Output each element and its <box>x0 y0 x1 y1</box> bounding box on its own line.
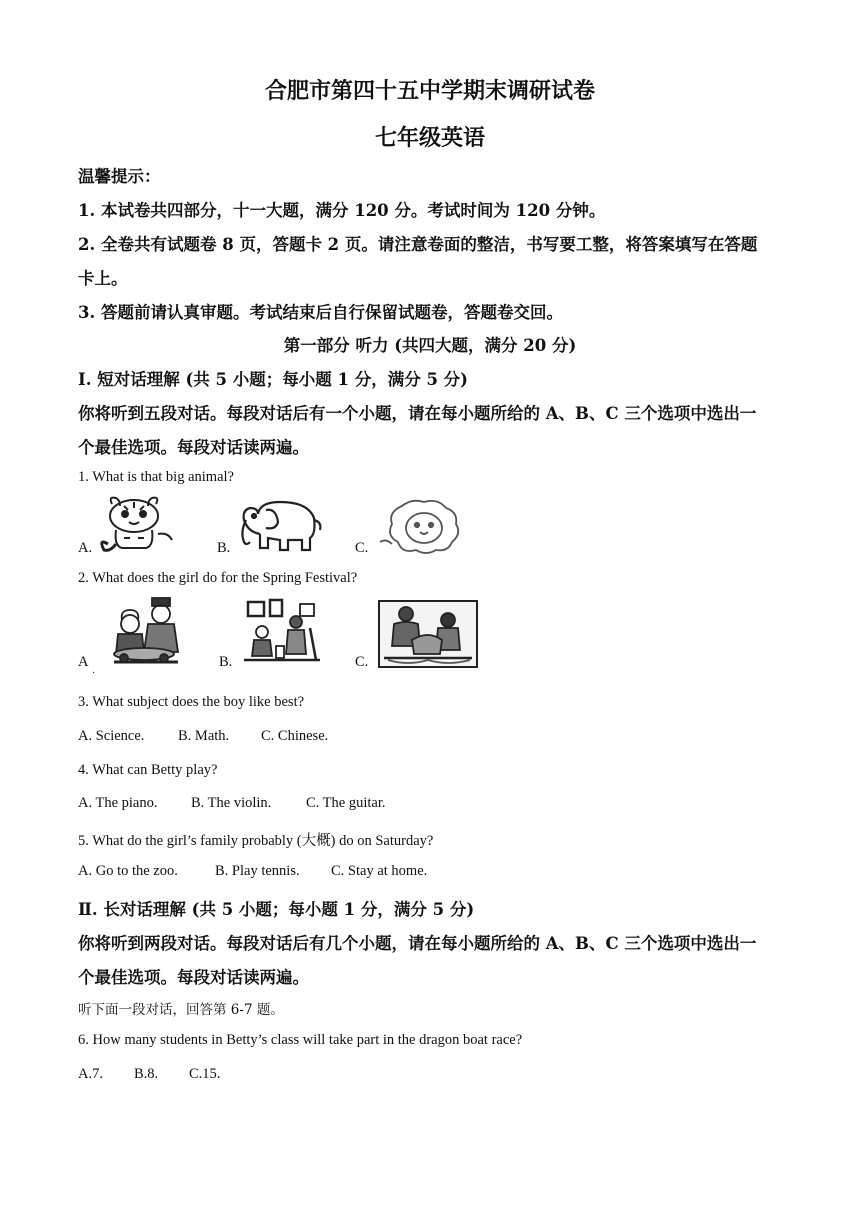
q2-option-a-label: A <box>78 654 89 670</box>
q6-option-c: C.15. <box>189 1066 221 1082</box>
q3-option-c: C. Chinese. <box>261 728 329 744</box>
q5-option-c: C. Stay at home. <box>331 863 428 879</box>
question-1: 1. What is that big animal? <box>78 469 234 485</box>
q4-option-a: A. The piano. <box>78 795 158 811</box>
tip-line-3: 3. 答题前请认真审题。考试结束后自行保留试题卷，答题卷交回。 <box>78 303 563 322</box>
page-title: 合肥市第四十五中学期末调研试卷 <box>264 78 595 104</box>
section2-instruction-1: 你将听到两段对话。每段对话后有几个小题，请在每小题所给的 A、B、C 三个选项中选出一 <box>78 934 757 953</box>
section1-instruction-2: 个最佳选项。每段对话读两遍。 <box>78 438 309 457</box>
q5-option-a: A. Go to the zoo. <box>78 863 178 879</box>
section1-instruction-1: 你将听到五段对话。每段对话后有一个小题，请在每小题所给的 A、B、C 三个选项中选出一 <box>78 404 757 423</box>
section1-heading: I. 短对话理解 (共 5 小题；每小题 1 分，满分 5 分) <box>78 370 468 389</box>
q1-option-b-label: B. <box>217 540 231 556</box>
lion-icon <box>376 498 468 556</box>
q6-option-a: A.7. <box>78 1066 103 1082</box>
q6-option-b: B.8. <box>134 1066 159 1082</box>
tips-heading: 温馨提示： <box>78 167 161 186</box>
tiger-icon <box>94 494 186 554</box>
section2-sub-instruction: 听下面一段对话，回答第 6-7 题。 <box>78 1002 284 1018</box>
q4-option-c: C. The guitar. <box>306 795 386 811</box>
q3-option-b: B. Math. <box>178 728 230 744</box>
q5-option-b: B. Play tennis. <box>215 863 300 879</box>
section2-heading: Ⅱ. 长对话理解 (共 5 小题；每小题 1 分，满分 5 分) <box>78 900 475 919</box>
question-5: 5. What do the girl’s family probably (大概) do on Saturday? <box>78 833 434 849</box>
q2-option-b-label: B. <box>219 654 233 670</box>
cooking-icon <box>104 596 188 666</box>
tip-line-2-cont: 卡上。 <box>78 269 128 288</box>
q3-option-a: A. Science. <box>78 728 145 744</box>
tip-line-1: 1. 本试卷共四部分，十一大题，满分 120 分。考试时间为 120 分钟。 <box>78 201 606 220</box>
question-6: 6. How many students in Betty’s class will take part in the dragon boat race? <box>78 1032 523 1048</box>
q1-option-a-label: A. <box>78 540 93 556</box>
q1-option-c-label: C. <box>355 540 369 556</box>
page-subtitle: 七年级英语 <box>374 125 485 151</box>
section2-instruction-2: 个最佳选项。每段对话读两遍。 <box>78 968 309 987</box>
question-2: 2. What does the girl do for the Spring Festival? <box>78 570 358 586</box>
tip-line-2: 2. 全卷共有试题卷 8 页，答题卡 2 页。请注意卷面的整洁，书写要工整，将答案填写在答题 <box>78 235 758 254</box>
stray-dot: · <box>92 668 96 679</box>
question-3: 3. What subject does the boy like best? <box>78 694 305 710</box>
family-icon <box>378 600 478 668</box>
cleaning-icon <box>240 598 322 664</box>
question-4: 4. What can Betty play? <box>78 762 218 778</box>
q2-option-c-label: C. <box>355 654 369 670</box>
elephant-icon <box>236 498 326 554</box>
q4-option-b: B. The violin. <box>191 795 272 811</box>
part1-heading: 第一部分 听力 (共四大题，满分 20 分) <box>283 336 577 355</box>
